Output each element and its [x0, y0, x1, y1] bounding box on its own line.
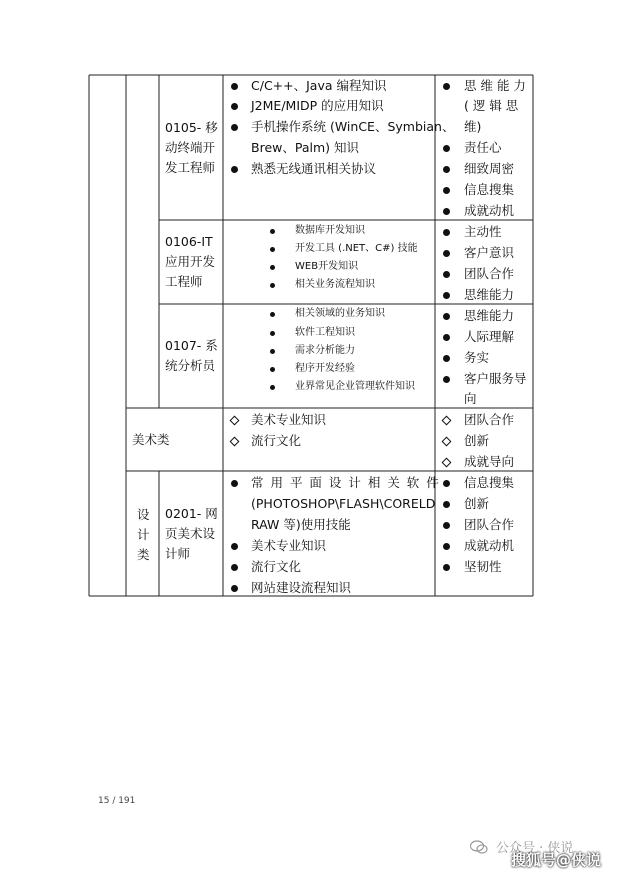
job-title-0201-line3: 计师 — [165, 546, 191, 561]
bullet-icon — [443, 83, 450, 90]
job-title-0201-line1: 0201- 网 — [165, 506, 218, 521]
knowledge-item: WEB开发知识 — [295, 261, 359, 272]
knowledge-item: J2ME/MIDP 的应用知识 — [251, 98, 384, 113]
knowledge-item-cont: (PHOTOSHOP\FLASH\CORELD — [251, 496, 436, 511]
knowledge-item: 开发工具 (.NET、C#) 技能 — [295, 243, 418, 254]
quality-item: 团队合作 — [464, 412, 515, 427]
job-title-0107-line2: 统分析员 — [165, 358, 216, 373]
bullet-icon — [443, 334, 450, 341]
quality-item: 人际理解 — [464, 329, 515, 344]
category-design-line2: 计 — [137, 527, 150, 542]
bullet-icon — [443, 543, 450, 550]
knowledge-item: 需求分析能力 — [295, 345, 355, 356]
bullet-icon — [443, 145, 450, 152]
bullet-icon — [270, 312, 275, 317]
job-title-0106-line1: 0106-IT — [165, 234, 213, 249]
quality-item-cont: 维) — [464, 119, 482, 134]
watermark-sohu: 搜狐号@侠说 — [511, 851, 602, 869]
bullet-icon — [443, 250, 450, 257]
quality-item: 成就动机 — [464, 203, 515, 218]
quality-item: 成就导向 — [464, 454, 515, 469]
bullet-icon — [270, 265, 275, 270]
job-title-0106-line2: 应用开发 — [165, 254, 216, 269]
bullet-icon — [443, 166, 450, 173]
quality-item: 责任心 — [464, 140, 502, 155]
job-title-0105-line1: 0105- 移 — [165, 120, 218, 135]
bullet-icon — [270, 229, 275, 234]
knowledge-item: 流行文化 — [251, 433, 302, 448]
knowledge-item-cont: RAW 等)使用技能 — [251, 517, 351, 532]
knowledge-item: 网站建设流程知识 — [251, 580, 352, 595]
knowledge-item: C/C++、Java 编程知识 — [251, 78, 387, 93]
category-design-line3: 类 — [137, 547, 150, 562]
quality-item: 成就动机 — [464, 538, 515, 553]
knowledge-item: 业界常见企业管理软件知识 — [295, 381, 415, 392]
quality-item: 务实 — [464, 350, 490, 365]
bullet-icon — [443, 564, 450, 571]
quality-item-cont: ( 逻 辑 思 — [464, 98, 519, 113]
bullet-icon — [270, 283, 275, 288]
bullet-icon — [443, 480, 450, 487]
quality-item: 信息搜集 — [464, 182, 515, 197]
knowledge-item: 手机操作系统 (WinCE、Symbian、 — [251, 119, 455, 134]
quality-item: 主动性 — [464, 224, 502, 239]
bullet-icon — [270, 331, 275, 336]
bullet-icon — [443, 271, 450, 278]
bullet-icon — [443, 187, 450, 194]
quality-item: 细致周密 — [464, 161, 515, 176]
bullet-icon — [443, 522, 450, 529]
knowledge-item: 流行文化 — [251, 559, 302, 574]
category-design-line1: 设 — [137, 507, 150, 522]
quality-item: 团队合作 — [464, 266, 515, 281]
quality-item: 信息搜集 — [464, 475, 515, 490]
knowledge-item: 熟悉无线通讯相关协议 — [251, 161, 377, 176]
knowledge-item-cont: Brew、Palm) 知识 — [251, 140, 359, 155]
knowledge-item: 数据库开发知识 — [295, 225, 365, 236]
knowledge-item: 软件工程知识 — [295, 327, 355, 338]
bullet-icon — [443, 501, 450, 508]
bullet-icon — [231, 543, 238, 550]
quality-item: 思维能力 — [464, 308, 515, 323]
bullet-icon — [231, 585, 238, 592]
quality-item-cont: 向 — [464, 391, 477, 406]
knowledge-item: 美术专业知识 — [251, 538, 327, 553]
wechat-icon — [470, 840, 488, 854]
bullet-icon — [270, 247, 275, 252]
category-title-art: 美术类 — [132, 432, 170, 447]
bullet-icon — [231, 83, 238, 90]
bullet-icon — [270, 349, 275, 354]
quality-item: 思 维 能 力 — [464, 78, 526, 93]
quality-item: 客户意识 — [464, 245, 515, 260]
job-title-0107-line1: 0107- 系 — [165, 338, 218, 353]
bullet-icon — [231, 166, 238, 173]
knowledge-item: 相关业务流程知识 — [295, 279, 375, 290]
bullet-icon — [231, 103, 238, 110]
bullet-icon — [231, 124, 238, 131]
knowledge-item: 相关领域的业务知识 — [295, 308, 385, 319]
bullet-icon — [443, 292, 450, 299]
bullet-icon — [443, 376, 450, 383]
bullet-icon — [231, 564, 238, 571]
bullet-icon — [270, 367, 275, 372]
bullet-icon — [231, 480, 238, 487]
job-title-0106-line3: 工程师 — [165, 274, 203, 289]
quality-item: 思维能力 — [464, 287, 515, 302]
bullet-icon — [270, 385, 275, 390]
job-title-0105-line2: 动终端开 — [165, 140, 216, 155]
knowledge-item: 程序开发经验 — [295, 363, 355, 374]
bullet-icon — [443, 208, 450, 215]
knowledge-item: 常 用 平 面 设 计 相 关 软 件 — [251, 475, 441, 490]
bullet-icon — [443, 313, 450, 320]
quality-item: 创新 — [464, 496, 490, 511]
knowledge-item: 美术专业知识 — [251, 412, 327, 427]
job-title-0105-line3: 发工程师 — [165, 160, 216, 175]
watermark-wechat: 公众号 · 侠说 — [496, 841, 574, 856]
quality-item: 团队合作 — [464, 517, 515, 532]
bullet-icon — [443, 229, 450, 236]
quality-item: 坚韧性 — [464, 559, 502, 574]
bullet-icon — [443, 355, 450, 362]
quality-item: 创新 — [464, 433, 490, 448]
job-title-0201-line2: 页美术设 — [165, 526, 216, 541]
page-number: 15 / 191 — [98, 796, 136, 806]
quality-item: 客户服务导 — [464, 371, 527, 386]
